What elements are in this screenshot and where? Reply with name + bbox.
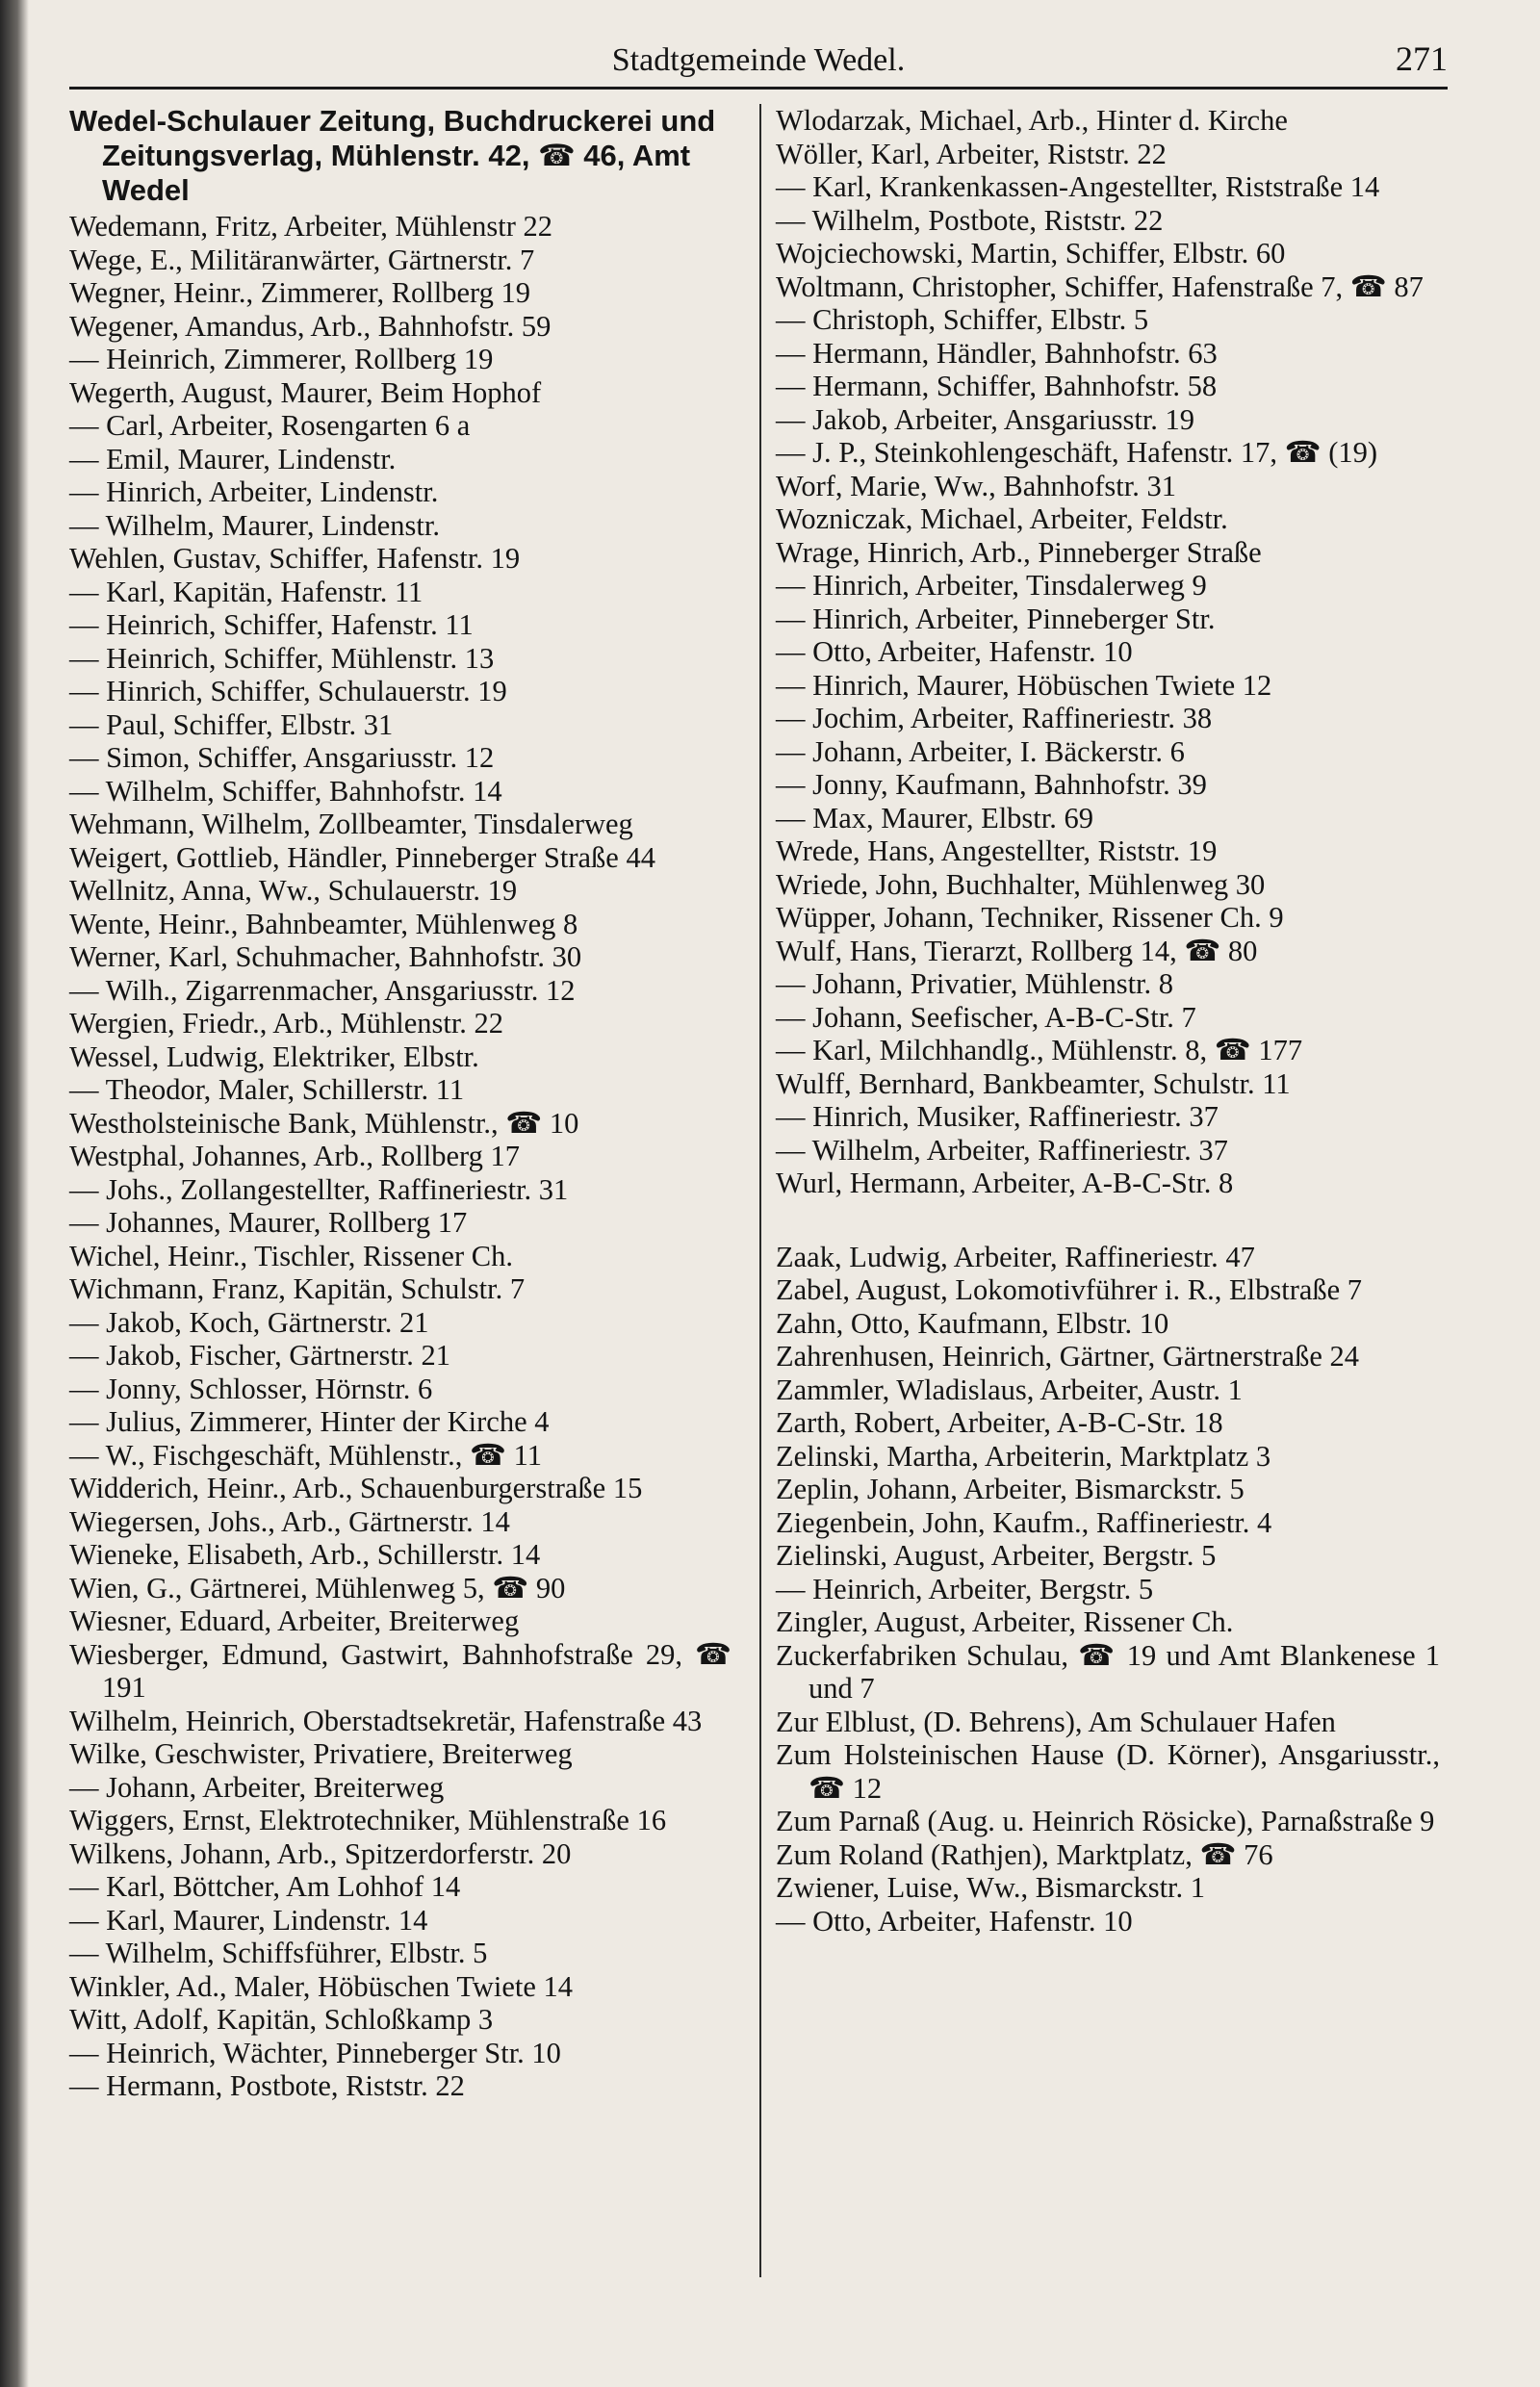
directory-entry: Zabel, August, Lokomotivführer i. R., Elbstraße 7 [776,1273,1363,1306]
directory-entry: Wege, E., Militäranwärter, Gärtnerstr. 7 [69,243,535,276]
directory-entry: — Heinrich, Schiffer, Hafenstr. 11 [69,608,474,641]
directory-entry: — Karl, Kapitän, Hafenstr. 11 [69,575,424,608]
page-number: 271 [1396,39,1448,78]
directory-entry: — Jonny, Kaufmann, Bahnhofstr. 39 [776,768,1207,801]
directory-entry: Worf, Marie, Ww., Bahnhofstr. 31 [776,469,1176,502]
directory-entry: Wilke, Geschwister, Privatiere, Breiterweg [69,1737,573,1770]
directory-entry: — Heinrich, Schiffer, Mühlenstr. 13 [69,641,495,675]
directory-entry: — Julius, Zimmerer, Hinter der Kirche 4 [69,1405,550,1438]
directory-entry: — Carl, Arbeiter, Rosengarten 6 a [69,409,471,442]
directory-entry: Zum Roland (Rathjen), Marktplatz, ☎ 76 [776,1837,1273,1871]
directory-entry: Wrage, Hinrich, Arb., Pinneberger Straße [776,535,1262,569]
directory-entry: — Jakob, Koch, Gärtnerstr. 21 [69,1305,429,1339]
directory-entry: Zum Parnaß (Aug. u. Heinrich Rösicke), Parnaßstraße 9 [776,1805,1435,1837]
directory-entry: — Jakob, Arbeiter, Ansgariusstr. 19 [776,402,1195,436]
directory-entry: Wessel, Ludwig, Elektriker, Elbstr. [69,1040,479,1073]
directory-entry: — Hermann, Postbote, Riststr. 22 [69,2069,465,2102]
directory-entry: — J. P., Steinkohlengeschäft, Hafenstr. 17, ☎ (19) [776,436,1378,469]
directory-entry: Zingler, August, Arbeiter, Rissener Ch. [776,1605,1234,1638]
directory-entry: Zwiener, Luise, Ww., Bismarckstr. 1 [776,1871,1206,1904]
directory-entry: — Karl, Milchhandlg., Mühlenstr. 8, ☎ 177 [776,1034,1303,1066]
directory-entry: — Johann, Arbeiter, Breiterweg [69,1770,445,1804]
directory-entry: — Johs., Zollangestellter, Raffineriestr. 31 [69,1172,569,1206]
directory-entry: — Paul, Schiffer, Elbstr. 31 [69,707,394,741]
left-entry-list [69,210,732,2103]
directory-entry: — Hinrich, Schiffer, Schulauerstr. 19 [69,675,507,707]
directory-entry: Wrede, Hans, Angestellter, Riststr. 19 [776,834,1218,867]
directory-entry: — Otto, Arbeiter, Hafenstr. 10 [776,635,1133,668]
directory-entry: Winkler, Ad., Maler, Höbüschen Twiete 14 [69,1969,574,2003]
directory-entry: Wente, Heinr., Bahnbeamter, Mühlenweg 8 [69,907,578,940]
directory-entry: Wehmann, Wilhelm, Zollbeamter, Tinsdalerweg [69,808,633,840]
directory-entry: — Johann, Arbeiter, I. Bäckerstr. 6 [776,734,1185,768]
directory-entry: — Wilhelm, Maurer, Lindenstr. [69,508,440,542]
directory-entry: Wilkens, Johann, Arb., Spitzerdorferstr. 20 [69,1836,572,1870]
directory-entry: Zielinski, August, Arbeiter, Bergstr. 5 [776,1539,1217,1572]
right-column [776,104,1440,1938]
page-header [69,37,1448,90]
directory-entry: Witt, Adolf, Kapitän, Schloßkamp 3 [69,2003,494,2036]
directory-entry: — Hinrich, Maurer, Höbüschen Twiete 12 [776,668,1272,702]
newspaper-advertisement: Wedel-Schulauer Zeitung, Buchdruckerei und Zeitungsverlag, Mühlenstr. 42, ☎ 46, Amt Wedel [69,104,716,207]
directory-entry: Wöller, Karl, Arbeiter, Riststr. 22 [776,137,1167,170]
directory-entry: — Wilhelm, Postbote, Riststr. 22 [776,203,1164,237]
directory-entry: — Heinrich, Wächter, Pinneberger Str. 10 [69,2036,561,2069]
directory-entry: — Christoph, Schiffer, Elbstr. 5 [776,303,1149,336]
directory-entry: — Hinrich, Arbeiter, Tinsdalerweg 9 [776,569,1207,602]
directory-entry: — Theodor, Maler, Schillerstr. 11 [69,1073,465,1106]
directory-entry: Wien, G., Gärtnerei, Mühlenweg 5, ☎ 90 [69,1571,566,1604]
directory-entry: — Jochim, Arbeiter, Raffineriestr. 38 [776,702,1213,734]
directory-entry: Wilhelm, Heinrich, Oberstadtsekretär, Hafenstraße 43 [69,1704,703,1737]
directory-entry: — Karl, Maurer, Lindenstr. 14 [69,1903,428,1937]
directory-entry: Wergien, Friedr., Arb., Mühlenstr. 22 [69,1007,504,1040]
z-entry-list [776,1241,1440,1938]
directory-entry: — Johann, Privatier, Mühlenstr. 8 [776,967,1174,1000]
directory-entry: — Johann, Seefischer, A-B-C-Str. 7 [776,1000,1196,1034]
directory-entry: — Heinrich, Zimmerer, Rollberg 19 [69,343,494,375]
directory-entry: Wiegersen, Johs., Arb., Gärtnerstr. 14 [69,1504,510,1538]
directory-entry: — Jonny, Schlosser, Hörnstr. 6 [69,1372,433,1405]
directory-entry: Westholsteinische Bank, Mühlenstr., ☎ 10 [69,1106,579,1140]
directory-entry: Wiesner, Eduard, Arbeiter, Breiterweg [69,1604,520,1637]
directory-entry: — Jakob, Fischer, Gärtnerstr. 21 [69,1339,451,1372]
directory-entry: Woltmann, Christopher, Schiffer, Hafenstraße 7, ☎ 87 [776,270,1424,303]
directory-entry: Zuckerfabriken Schulau, ☎ 19 und Amt Blankenese 1 und 7 [776,1638,1440,1705]
directory-entry: Wegener, Amandus, Arb., Bahnhofstr. 59 [69,309,552,343]
directory-entry: Zum Holsteinischen Hause (D. Körner), Ansgariusstr., ☎ 12 [776,1738,1440,1805]
directory-entry: Wriede, John, Buchhalter, Mühlenweg 30 [776,867,1266,901]
letter-section-gap [776,1200,1440,1241]
w-entry-list [776,104,1440,1200]
directory-entry: — Hinrich, Arbeiter, Pinneberger Str. [776,602,1216,635]
directory-entry: — Emil, Maurer, Lindenstr. [69,442,397,475]
directory-entry: Wieneke, Elisabeth, Arb., Schillerstr. 14 [69,1538,541,1571]
directory-entry: Wichmann, Franz, Kapitän, Schulstr. 7 [69,1272,526,1305]
directory-entry: — Hermann, Händler, Bahnhofstr. 63 [776,336,1218,370]
directory-entry: Zelinski, Martha, Arbeiterin, Marktplatz 3 [776,1439,1271,1473]
directory-entry: Wichel, Heinr., Tischler, Rissener Ch. [69,1239,513,1272]
directory-entry: — Wilhelm, Schiffer, Bahnhofstr. 14 [69,774,502,808]
directory-entry: Wulf, Hans, Tierarzt, Rollberg 14, ☎ 80 [776,934,1258,967]
directory-entry: — Karl, Krankenkassen-Angestellter, Riststraße 14 [776,170,1380,203]
directory-entry: Wojciechowski, Martin, Schiffer, Elbstr. 60 [776,237,1286,270]
directory-entry: — Heinrich, Arbeiter, Bergstr. 5 [776,1572,1154,1605]
directory-entry: — Wilh., Zigarrenmacher, Ansgariusstr. 12 [69,973,576,1007]
directory-entry: — Otto, Arbeiter, Hafenstr. 10 [776,1904,1133,1938]
directory-entry: Westphal, Johannes, Arb., Rollberg 17 [69,1140,520,1172]
directory-entry: Wegerth, August, Maurer, Beim Hophof [69,375,542,409]
directory-entry: — Hinrich, Arbeiter, Lindenstr. [69,475,439,508]
directory-entry: Wiggers, Ernst, Elektrotechniker, Mühlenstraße 16 [69,1804,667,1836]
directory-entry: Zeplin, Johann, Arbeiter, Bismarckstr. 5 [776,1473,1245,1505]
directory-entry: Zaak, Ludwig, Arbeiter, Raffineriestr. 47 [776,1240,1255,1273]
directory-entry: Wedemann, Fritz, Arbeiter, Mühlenstr 22 [69,210,552,243]
directory-entry: Zur Elblust, (D. Behrens), Am Schulauer Hafen [776,1705,1336,1738]
directory-entry: Zarth, Robert, Arbeiter, A-B-C-Str. 18 [776,1406,1223,1439]
directory-entry: — Wilhelm, Schiffsführer, Elbstr. 5 [69,1937,488,1969]
directory-entry: Widderich, Heinr., Arb., Schauenburgerstraße 15 [69,1472,643,1504]
directory-entry: — Max, Maurer, Elbstr. 69 [776,801,1093,834]
directory-entry: Wozniczak, Michael, Arbeiter, Feldstr. [776,502,1228,535]
directory-entry: — Johannes, Maurer, Rollberg 17 [69,1206,468,1239]
directory-entry: Wlodarzak, Michael, Arb., Hinter d. Kirche [776,104,1288,137]
directory-entry: Wiesberger, Edmund, Gastwirt, Bahnhofstraße 29, ☎ 191 [69,1637,732,1704]
column-divider [759,104,761,2277]
directory-entry: — Wilhelm, Arbeiter, Raffineriestr. 37 [776,1133,1228,1167]
page-title: Stadtgemeinde Wedel. [611,42,906,78]
left-column [69,104,732,2103]
directory-entry: Zammler, Wladislaus, Arbeiter, Austr. 1 [776,1373,1243,1406]
directory-entry: Weigert, Gottlieb, Händler, Pinneberger Straße 44 [69,840,655,874]
directory-entry: Ziegenbein, John, Kaufm., Raffineriestr. 4 [776,1505,1272,1539]
directory-entry: — Hinrich, Musiker, Raffineriestr. 37 [776,1100,1219,1133]
directory-entry: Zahrenhusen, Heinrich, Gärtner, Gärtnerstraße 24 [776,1340,1359,1373]
directory-entry: Wehlen, Gustav, Schiffer, Hafenstr. 19 [69,542,521,575]
directory-entry: Wegner, Heinr., Zimmerer, Rollberg 19 [69,276,531,309]
directory-entry: Wellnitz, Anna, Ww., Schulauerstr. 19 [69,874,518,907]
directory-entry: Werner, Karl, Schuhmacher, Bahnhofstr. 30 [69,940,582,973]
directory-entry: — Simon, Schiffer, Ansgariusstr. 12 [69,741,495,774]
directory-entry: Zahn, Otto, Kaufmann, Elbstr. 10 [776,1306,1169,1340]
directory-entry: Wulff, Bernhard, Bankbeamter, Schulstr. 11 [776,1066,1291,1100]
directory-entry: — Hermann, Schiffer, Bahnhofstr. 58 [776,370,1218,402]
directory-entry: — Karl, Böttcher, Am Lohhof 14 [69,1870,461,1903]
directory-entry: Wurl, Hermann, Arbeiter, A-B-C-Str. 8 [776,1167,1234,1199]
directory-entry: — W., Fischgeschäft, Mühlenstr., ☎ 11 [69,1438,542,1472]
directory-entry: Wüpper, Johann, Techniker, Rissener Ch. 9 [776,901,1284,934]
